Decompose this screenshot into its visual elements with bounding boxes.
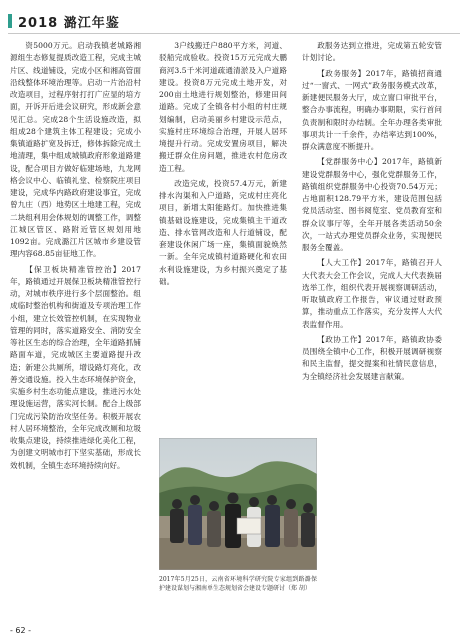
paragraph: 【党群服务中心】2017年，路镇新建设党群服务中心，强化党群服务工作，路镇组织党群服务中心投资70.54万元；占地面积128.79平方米，建设范围包括党员活动室、图书阅览室、党员教育室和群众议事厅等，全年开展各类活动50余次，一站式办理党员群众业务，实现便民服务全覆盖。 xyxy=(302,157,442,252)
paragraph: 改造完成，投资57.4万元，新建排水沟渠和入户道路，完成村庄亮化项目，新增太阳能路灯。加快推进集镇基础设施建设，完成集镇主干道改造、排水管网改造和人行道铺设，配套建设休闲广场一座，集镇面貌焕然一新。全年完成镇村道路硬化和农田水利设施建设，为乡村振兴奠定了基础。 xyxy=(159,178,287,286)
paragraph: 【保卫板块精准管控治】2017年，路镇通过开展保卫板块精准管控行动，对城市秩序进行多个层面整治。组成临时整治机构和街道及专项治理工作小组，建立长效管控机制，在实现物业管理的同时，落实道路安全、消防安全等社区生态的综合治理，全年道路抓铺路面车道，完成城区主要道路提升改造；新建公共厕所，增设路灯亮化，改善交通设施。投入生态环境保护资金，实施乡村生态功能点建设，推进污水处理设施运营，落实河长制。配合上级部门完成污染防治攻坚任务。积极开展农村人居环境整治，全年完成改厕和垃圾收集点建设，持续推进绿化美化工程，为创建文明城市打下坚实基础，形成长效机制，全镇生态环境持续向好。 xyxy=(10,264,141,470)
paragraph: 资5000万元。启动我镇老城路湘源组生态修复提质改造工程，完成主城片区、线道铺设，完成小区和湘高管面沿线整体环境治理等。启动一片治沿村改造项目，过程序射打打广应显的培方面，开诉开后进会议研究，形成新会意见汇总。完成28个生活设施改造，拟组成28个建筑主体工程建设；完成小集镇道路扩宽及拆迁，修体拆除完成土地清理，集中组成城镇政府形象道路建设，配合项目方做好临建场地，九龙网格会议中心、临镇礼堂、检察院庄项目建设，完成华内路政府建设事宜，完成曾九庄（西）地势区土地建工程，完成二块组利用会体规划的调整工作，调整江城区管区、路附近管区规划用地1092亩。完成潞江片区城市乡建设管理内容68.85亩征地工作。 xyxy=(10,41,141,259)
paragraph: 【人大工作】2017年，路镇召开人大代表大会工作会议，完成人大代表换届选举工作，组织代表开展视察调研活动，听取镇政府工作报告，审议通过财政预算，推动重点工作落实，充分发挥人大代表监督作用。 xyxy=(302,258,442,329)
paragraph: 3户线搬迁户880平方米，河道、驳船完成验收。投资15万元完成大鹏商河3.5千米河道疏通清淤及入户道路建设。投资8万元完成土地开发，对200亩土地进行规划整治，修建田间道路。完成了全镇各村小组的村庄规划编制，启动美丽乡村建设示范点，实施村庄环境综合治理，开展人居环境提升行动。完成安置房项目，解决搬迁群众住房问题，推进农村危房改造工程。 xyxy=(159,41,287,173)
text-column-right xyxy=(302,40,442,585)
photo-caption: 2017年5月25日，云南省环境科学研究院专家组到路潞保护建设谋划与湘南单生态规划省会建设专题研讨（郑 胡） xyxy=(159,576,317,592)
text-column-middle xyxy=(159,40,287,430)
page-number: - 62 - xyxy=(10,626,32,635)
paragraph: 【政务服务】2017年，路镇招商通过“一窗式、一网式”政务服务模式改革，新建便民服务大厅，成立窗口审批平台，整合办事流程，明确办事期限，实行首问负责制和限时办结制。全年办理各类审批事项共计一千余件，办结率达到100%，群众满意度不断提升。 xyxy=(302,68,442,151)
header-rule xyxy=(8,33,460,34)
paragraph: 政服务达到立推进，完成第五轮安管计划讨论。 xyxy=(302,41,442,63)
text-column-left xyxy=(10,40,141,626)
paragraph: 【政协工作】2017年，路镇政协委员围绕全镇中心工作，积极开展调研视察和民主监督，提交提案和社情民意信息，为全镇经济社会发展建言献策。 xyxy=(302,334,442,381)
header-accent-bar xyxy=(8,14,12,28)
running-header-title: 2018 潞江年鉴 xyxy=(18,16,120,31)
photo-site-visit xyxy=(159,438,317,570)
photo-illustration xyxy=(159,438,317,570)
